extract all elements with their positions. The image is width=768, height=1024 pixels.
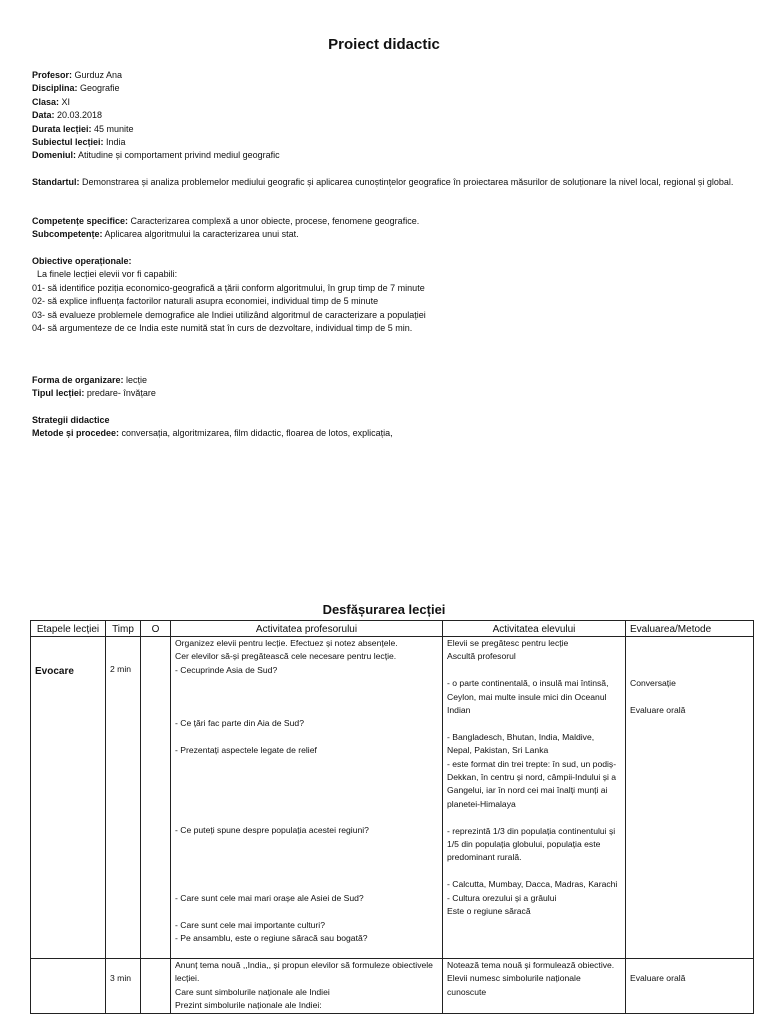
evaluation-cell: Evaluare orală — [626, 959, 754, 1014]
objectives-heading: Obiective operaționale: — [32, 256, 132, 266]
lesson-type: Tipul lecției: predare- învățare — [32, 388, 156, 399]
table-row — [31, 637, 754, 959]
objective-cell — [141, 959, 171, 1014]
document-title: Proiect didactic — [328, 36, 440, 53]
table-header-row — [31, 621, 754, 637]
objectives-block — [32, 255, 752, 335]
meta-profesor: Profesor: Gurduz Ana — [32, 70, 123, 80]
meta-domeniu: Domeniul: Atitudine și comportament privind mediul geografic — [32, 150, 280, 161]
objective-item: 04- să argumenteze de ce India este numită stat în curs de dezvoltare, individual timp de 5 min. — [32, 323, 413, 334]
subcompetences: Subcompetențe: Aplicarea algoritmului la caracterizarea unui stat. — [32, 229, 299, 240]
objective-item: 03- să evalueze problemele demografice ale Indiei utilizând algoritmul de caracterizare a populației — [32, 309, 426, 320]
strategies-heading: Strategii didactice — [32, 415, 110, 425]
competences-block — [32, 215, 752, 242]
objectives-intro: La finele lecției elevii vor fi capabili: — [37, 269, 178, 280]
specific-competences: Competențe specifice: Caracterizarea complexă a unor obiecte, procese, fenomene geografice. — [32, 216, 420, 226]
header-time: Timp — [106, 621, 141, 637]
meta-disciplina: Disciplina: Geografie — [32, 83, 120, 94]
time-cell: 2 min — [106, 637, 141, 959]
standard-paragraph: Standartul: Demonstrarea și analiza problemelor mediului geografic și aplicarea cunoștințelor geografice în proiectarea măsurilor de soluționare la nivel local, regional și global. — [32, 177, 734, 187]
organization-block — [32, 374, 752, 401]
meta-clasa: Clasa: XI — [32, 96, 71, 107]
stage-cell: Evocare — [31, 637, 106, 959]
teacher-activity-cell: Anunț tema nouă ,,India,, și propun elevilor să formuleze obiectivele lecției. Care sunt simbolurile naționale ale Indiei Prezint simbolurile naționale ale Indiei: — [171, 959, 443, 1014]
header-evaluation: Evaluarea/Metode — [626, 621, 754, 637]
header-teacher-activity: Activitatea profesorului — [171, 621, 443, 637]
table-row — [31, 959, 754, 1014]
organization-form: Forma de organizare: lecție — [32, 375, 148, 385]
header-stages: Etapele lecției — [31, 621, 106, 637]
header-objective: O — [141, 621, 171, 637]
objective-item: 02- să explice influența factorilor naturali asupra economiei, individual timp de 5 minute — [32, 296, 379, 307]
meta-durata: Durata lecției: 45 munite — [32, 123, 134, 134]
lesson-metadata — [32, 69, 280, 163]
meta-data: Data: 20.03.2018 — [32, 110, 103, 121]
strategies-block — [32, 414, 752, 441]
student-activity-cell: Elevii se pregătesc pentru lecție Ascultă profesorul - o parte continentală, o insulă mai întinsă, Ceylon, mai multe insule mici din Oceanul Indian - Bangladesch, Bhutan, India, Maldive, Nepal, Pakistan, Sri Lanka - este format din trei trepte: în sud, un podiș-Dekkan, în centru și nord, câmpii-Indului și a Gangelui, iar în nord cei mai înalți munți ai planetei-Himalaya - reprezintă 1/3 din populația continentului și 1/5 din populația globului, populația este predominant rurală. - Calcutta, Mumbay, Dacca, Madras, Karachi - Cultura orezului și a grâului Este o regiune săracă — [443, 637, 626, 959]
time-cell: 3 min — [106, 959, 141, 1014]
student-activity-cell: Notează tema nouă și formulează obiective. Elevii numesc simbolurile naționale cunoscute — [443, 959, 626, 1014]
methods-line: Metode și procedee: conversația, algoritmizarea, film didactic, floarea de lotos, explicația, — [32, 428, 393, 439]
meta-subiect: Subiectul lecției: India — [32, 137, 126, 148]
objective-item: 01- să identifice poziția economico-geografică a țării conform algoritmului, în grup timp de 7 minute — [32, 282, 425, 293]
lesson-section-title: Desfășurarea lecției — [322, 602, 446, 617]
header-student-activity: Activitatea elevului — [443, 621, 626, 637]
lesson-table — [30, 620, 754, 1014]
evaluation-cell: Conversație Evaluare orală — [626, 637, 754, 959]
stage-cell — [31, 959, 106, 1014]
objective-cell — [141, 637, 171, 959]
teacher-activity-cell: Organizez elevii pentru lecție. Efectuez și notez absențele. Cer elevilor să-și pregătească cele necesare pentru lecție. - Cecuprinde Asia de Sud? - Ce țări fac parte din Aia de Sud? - Prezentați aspectele legate de relief - Ce puteți spune despre populația acestei regiuni? - Care sunt cele mai mari orașe ale Asiei de Sud? - Care sunt cele mai importante culturi? - Pe ansamblu, este o regiune săracă sau bogată? — [171, 637, 443, 959]
